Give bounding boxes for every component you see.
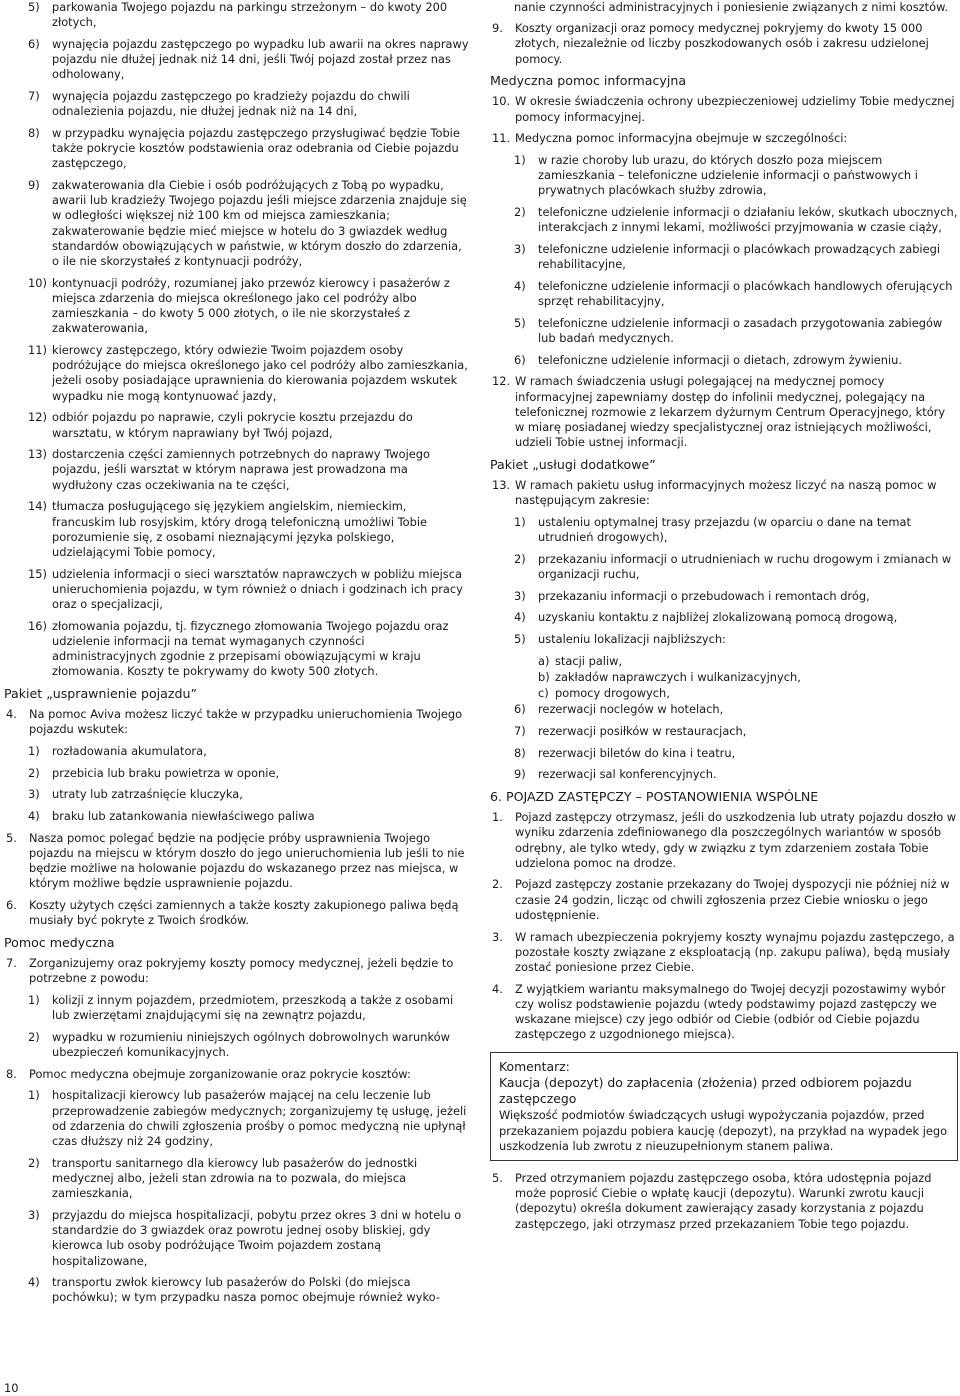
list-item [4,766,472,781]
list-item [490,279,958,309]
item-text: hospitalizacji kierowcy lub pasażerów mającej na celu leczenie lub przeprowadzenie zabiegów medycznych; zorganizujemy tę usługę, jeżeli od zdarzenia do chwili zgłoszenia prośby o pomoc medyczną nie upłynął czas dłuższy niż 24 godziny, [52,1088,467,1149]
item-text: przekazaniu informacji o przebudowach i remontach dróg, [538,588,870,603]
item-number: 9. [492,21,503,36]
list-item [4,993,472,1023]
item-number: 5) [28,0,40,14]
item-text: rezerwacji posiłków w restauracjach, [538,724,747,739]
item-text: odbiór pojazdu po naprawie, czyli pokrycie kosztu przejazdu do warsztatu, w którym naprawiany był Twój pojazd, [52,410,413,440]
right-column [490,0,958,1238]
item-text: W ramach ubezpieczenia pokryjemy koszty wynajmu pojazdu zastępczego, a pozostałe koszty związane z eksploatacją (np. zakupu paliwa), będą musiały zostać poniesione przez Ciebie. [515,929,955,974]
item-number: 4) [28,809,40,824]
item-number: 13. [492,477,511,492]
item-text: telefoniczne udzielenie informacji o zasadach przygotowania zabiegów lub badań medycznych. [538,315,943,345]
list-item [4,343,472,404]
item-number: 4) [514,610,526,625]
item-number: 2) [28,1029,40,1044]
item-text: Pomoc medyczna obejmuje zorganizowanie oraz pokrycie kosztów: [29,1066,411,1081]
list-item [4,707,472,737]
item-number: 6. [6,898,17,913]
list-item [490,724,958,739]
list-item [490,478,958,508]
item-text: rozładowania akumulatora, [52,744,207,759]
item-number: 3) [514,588,526,603]
item-number: 3) [514,241,526,256]
item-number: 1) [28,744,40,759]
item-number: 5. [6,830,17,845]
item-text: wynajęcia pojazdu zastępczego po kradzieży pojazdu do chwili odnalezienia pojazdu, nie dłużej jednak niż na 14 dni, [52,89,410,119]
item-text: kierowcy zastępczego, który odwiezie Twoim pojazdem osoby podróżujące do miejsca określonego jako cel podróży albo zamieszkania, jeżeli osoby posiadające uprawnienia do kierowania pojazdem wskutek wypadku nie mogą kontynuować jazdy, [52,343,468,403]
item-text: Medyczna pomoc informacyjna obejmuje w szczególności: [515,131,848,146]
section-heading: Medyczna pomoc informacyjna [490,73,687,89]
item-text: Zorganizujemy oraz pokryjemy koszty pomocy medycznej, jeżeli będzie to potrzebne z powodu: [29,956,454,986]
item-text: kontynuacji podróży, rozumianej jako przewóz kierowcy i pasażerów z miejsca zdarzenia do miejsca określonego jako cel podróży albo zamieszkania – do kwoty 5 000 złotych, o ile nie skorzystałeś z zakwaterowania, [52,275,450,336]
list-item [4,956,472,986]
item-text: rezerwacji sal konferencyjnych. [538,767,717,782]
item-number: 3. [492,929,503,944]
item-text: telefoniczne udzielenie informacji o placówkach handlowych oferujących sprzęt rehabilitacyjny, [538,278,953,309]
list-item [490,654,958,669]
list-item [490,589,958,604]
item-text: zakwaterowania dla Ciebie i osób podróżujących z Tobą po wypadku, awarii lub kradzieży Twojego pojazdu jeśli miejsce zdarzenia znajduje się w odległości większej niż 100 km od miejsca zamieszkania; zakwaterowanie będzie mieć miejsce w hotelu do 3 gwiazdek według standardów obowiązujących w państwie, w którym doszło do zdarzenia, o ile nie skorzystałeś z kontynuacji podróży, [52,178,467,269]
list-item [4,619,472,680]
section-heading: Pakiet „usługi dodatkowe” [490,456,656,472]
item-number: 6) [514,352,526,367]
list-item [490,552,958,582]
list-item [490,353,958,368]
page-number: 10 [4,1381,19,1395]
item-text: przebicia lub braku powietrza w oponie, [52,765,280,780]
item-number: 1. [492,810,503,825]
item-text: Pojazd zastępczy otrzymasz, jeśli do uszkodzenia lub utraty pojazdu doszło w wyniku zdarzenia zdefiniowanego dla poszczególnych wariantów w sposób odrębny, ale tylko wtedy, gdy w związku z tym zdarzeniem została Tobie udzielona pomoc na drodze. [515,810,957,870]
item-text: transportu zwłok kierowcy lub pasażerów do Polski (do miejsca pochówku); w tym przypadku nasza pomoc obejmuje również wyko- [52,1275,440,1305]
item-text: rezerwacji biletów do kina i teatru, [538,745,736,760]
item-number: 4) [28,1275,40,1290]
item-number: 5. [492,1171,503,1186]
list-item [490,767,958,782]
item-text: przyjazdu do miejsca hospitalizacji, pobytu przez okres 3 dni w hotelu o standardzie do 3 gwiazdek oraz powrotu jednej osoby bliskiej, gdy kierowca lub osoby podróżujące Twoim pojazdem zostaną hospitalizowane, [52,1207,462,1268]
item-number: 10) [28,275,47,290]
item-text: udzielenia informacji o sieci warsztatów naprawczych w pobliżu miejsca unieruchomienia pojazdu, w tym również o dniach i godzinach ich pracy oraz o specjalizacji, [52,566,463,612]
item-text: uzyskaniu kontaktu z najbliżej zlokalizowaną pomocą drogową, [538,610,898,625]
item-text: utraty lub zatrzaśnięcie kluczyka, [52,787,243,802]
list-item [490,242,958,272]
continued-text: nanie czynności administracyjnych i poniesienie związanych z nimi kosztów. [514,0,948,14]
item-number: 12) [28,410,47,425]
list-item [4,1088,472,1149]
item-number: 13) [28,447,47,462]
comment-box [490,1052,958,1161]
list-item [490,374,958,450]
list-item [4,898,472,928]
list-item [490,632,958,647]
item-number: 5) [514,315,526,330]
item-text: Przed otrzymaniem pojazdu zastępczego osoba, która udostępnia pojazd może poprosić Ciebie o wpłatę kaucji (depozytu). Warunki zwrotu kaucji (depozytu) określa dokument zawierający zasady korzystania z pojazdu zastępczego, jaki otrzymasz przed przekazaniem Tobie tego pojazdu. [515,1171,932,1231]
item-text: wypadku w rozumieniu niniejszych ogólnych dobrowolnych warunków ubezpieczeń komunikacyjnych. [52,1029,450,1060]
item-text: telefoniczne udzielenie informacji o działaniu leków, skutkach ubocznych, interakcjach z innymi lekami, możliwości przyjmowania w czasie ciąży, [538,205,958,235]
item-number: 11. [492,131,511,146]
list-item [4,831,472,892]
item-number: 2. [492,877,503,892]
item-text: kolizji z innym pojazdem, przedmiotem, przeszkodą a także z osobami lub zwierzętami znajdującymi się na zewnątrz pojazdu, [52,992,454,1023]
item-number: 2) [514,205,526,220]
item-number: 2) [514,551,526,566]
list-item [4,1208,472,1269]
list-item [4,178,472,269]
list-item [490,702,958,717]
list-item [4,126,472,172]
list-item [4,744,472,759]
item-number: 1) [28,992,40,1007]
item-number: 9) [514,767,526,782]
item-number: 11) [28,343,47,358]
item-number: 14) [28,499,47,514]
item-text: W okresie świadczenia ochrony ubezpieczeniowej udzielimy Tobie medycznej pomocy informacyjnej. [515,94,955,124]
item-number: 1) [28,1088,40,1103]
section-heading: 6. POJAZD ZASTĘPCZY – POSTANOWIENIA WSPÓLNE [490,789,819,805]
item-number: 7. [6,956,17,971]
list-item [490,205,958,235]
item-text: ustaleniu optymalnej trasy przejazdu (w oparciu o dane na temat utrudnień drogowych), [538,514,911,544]
item-text: Z wyjątkiem wariantu maksymalnego do Twojej decyzji pozostawimy wybór czy wolisz podstawienie pojazdu (wtedy podstawimy pojazd zastępczy we wskazane miejsce) czy jego odbiór od Ciebie (odbiór od Ciebie pojazdu zastępczego z uzgodnionego miejsca). [515,981,946,1042]
item-number: 7) [514,724,526,739]
item-number: 8) [28,125,40,140]
item-text: ustaleniu lokalizacji najbliższych: [538,632,726,646]
item-text: Nasza pomoc polegać będzie na podjęcie próby usprawnienia Twojego pojazdu na miejscu w którym doszło do jego unieruchomienia lub jeśli to nie będzie możliwe na holowanie pojazdu do wskazanego przez nas miejsca, w którym możliwe będzie usprawnienie pojazdu. [29,830,465,891]
list-item [490,746,958,761]
item-number: 7) [28,89,40,104]
list-item [4,1156,472,1202]
item-number: 5) [514,632,526,646]
list-item [4,447,472,493]
list-item [490,930,958,976]
item-number: 3) [28,787,40,802]
item-text: Koszty użytych części zamiennych a także koszty zakupionego paliwa będą musiały być pokryte z Twoich środków. [29,898,459,928]
item-number: 6) [28,36,40,51]
item-text: telefoniczne udzielenie informacji o placówkach prowadzących zabiegi rehabilitacyjne, [538,241,940,272]
item-text: pomocy drogowych, [555,686,670,701]
list-item [4,809,472,824]
item-text: Koszty organizacji oraz pomocy medycznej pokryjemy do kwoty 15 000 złotych, niezależnie od liczby poszkodowanych osób i zakresu udzielonej pomocy. [515,21,929,66]
item-text: przekazaniu informacji o utrudnieniach w ruchu drogowym i zmianach w organizacji ruchu, [538,551,952,581]
item-text: W ramach świadczenia usługi polegającej na medycznej pomocy informacyjnej zapewniamy dostęp do infolinii medycznej, polegający na telefonicznej rozmowie z lekarzem dyżurnym Centrum Operacyjnego, który w miarę posiadanej wiedzy specjalistycznej oraz istniejących możliwości, udzieli Tobie ustnej informacji. [515,374,946,450]
list-item [4,567,472,613]
section-heading: Pakiet „usprawnienie pojazdu” [4,686,197,702]
item-text: parkowania Twojego pojazdu na parkingu strzeżonym – do kwoty 200 złotych, [52,0,448,30]
list-item [4,37,472,83]
item-text: tłumacza posługującego się językiem angielskim, niemieckim, francuskim lub rosyjskim, który drogą telefoniczną umożliwi Tobie porozumienie się, z osobami nieznającymi języka polskiego, udzielającymi Tobie pomocy, [52,499,427,559]
list-item [490,131,958,146]
list-item [490,686,958,701]
item-text: Na pomoc Aviva możesz liczyć także w przypadku unieruchomienia Twojego pojazdu wskutek: [29,707,463,737]
item-number: 2) [28,1155,40,1170]
left-column [4,0,472,1312]
item-number: 8. [6,1066,17,1081]
list-item [490,982,958,1043]
item-text: w przypadku wynajęcia pojazdu zastępczego przysługiwać będzie Tobie także pokrycie kosztów podstawienia oraz odebrania od Ciebie pojazdu zastępczego, [52,125,460,171]
item-text: telefoniczne udzielenie informacji o dietach, zdrowym żywieniu. [538,352,902,367]
list-item [490,670,958,685]
item-number: 4. [492,981,503,996]
item-text: wynajęcia pojazdu zastępczego po wypadku lub awarii na okres naprawy pojazdu nie dłużej jednak niż 14 dni, jeśli Twój pojazd został przez nas odholowany, [52,36,469,82]
list-item [490,316,958,346]
item-number: 16) [28,618,47,633]
list-item [490,610,958,625]
list-item [4,1067,472,1082]
section-heading: Pomoc medyczna [4,935,115,951]
item-text: W ramach pakietu usług informacyjnych możesz liczyć na naszą pomoc w następującym zakresie: [515,477,937,508]
item-text: braku lub zatankowania niewłaściwego paliwa [52,809,315,824]
item-number: 3) [28,1207,40,1222]
item-text: rezerwacji noclegów w hotelach, [538,702,724,717]
list-item [490,94,958,124]
item-number: 6) [514,702,526,717]
list-item [490,153,958,199]
list-item [4,89,472,119]
item-number: 9) [28,178,40,193]
comment-title: Komentarz: [499,1059,570,1075]
list-item [4,410,472,440]
list-item [4,1275,472,1305]
item-number: 1) [514,514,526,529]
list-item [4,499,472,560]
list-item [4,276,472,337]
item-number: 4. [6,707,17,722]
item-number: 8) [514,745,526,760]
item-text: złomowania pojazdu, tj. fizycznego złomowania Twojego pojazdu oraz udzielenie informacji na temat wymaganych czynności administracyjnych zgodnie z przepisami obowiązującymi w kraju złomowania. Koszty te pokrywamy do kwoty 500 złotych. [52,618,449,679]
item-number: 4) [514,278,526,293]
item-text: zakładów naprawczych i wulkanizacyjnych, [555,669,801,684]
item-number: c) [538,686,549,701]
item-text: w razie choroby lub urazu, do których doszło poza miejscem zamieszkania – telefoniczne udzielenie informacji o państwowych i prywatnych placówkach służby zdrowia, [538,152,918,198]
item-number: b) [538,669,550,684]
item-number: 1) [514,152,526,167]
item-text: stacji paliw, [555,653,623,668]
list-item [490,21,958,67]
list-item [490,877,958,923]
list-item [490,515,958,545]
list-item [490,810,958,871]
item-number: a) [538,653,550,668]
comment-body: Większość podmiotów świadczących usługi wypożyczania pojazdów, przed przekazaniem pojazdu pobiera kaucję (depozyt), na przykład na wypadek jego uszkodzenia lub zwrotu z nieuzupełnionym stanem paliwa. [499,1108,948,1153]
comment-heading: Kaucja (depozyt) do zapłacenia (złożenia) przed odbiorem pojazdu zastępczego [499,1075,912,1107]
list-item [4,0,472,30]
item-number: 15) [28,566,47,581]
item-number: 2) [28,765,40,780]
item-text: transportu sanitarnego dla kierowcy lub pasażerów do jednostki medycznej albo, jeżeli stan zdrowia na to pozwala, do miejsca zamieszkania, [52,1155,418,1201]
list-item [4,1030,472,1060]
item-text: dostarczenia części zamiennych potrzebnych do naprawy Twojego pojazdu, jeśli warsztat w którym naprawa jest prowadzona ma wydłużony czas oczekiwania na te części, [52,447,430,492]
item-number: 12. [492,374,511,389]
list-item [490,1171,958,1232]
item-number: 10. [492,94,511,109]
item-text: Pojazd zastępczy zostanie przekazany do Twojej dyspozycji nie później niż w czasie 24 godzin, licząc od chwili zgłoszenia przez Ciebie wniosku o jego udostępnienie. [515,877,950,922]
list-item [4,787,472,802]
